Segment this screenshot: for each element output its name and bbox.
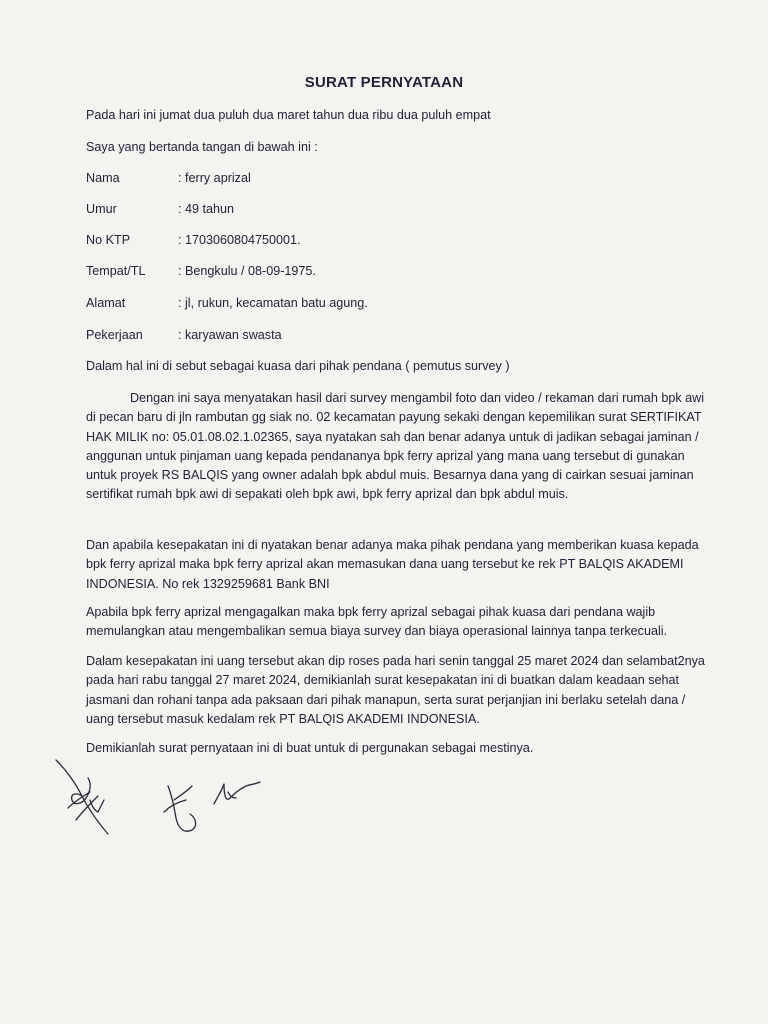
value-alamat: : jl, rukun, kecamatan batu agung. [178,296,368,310]
paragraph-failure: Apabila bpk ferry aprizal mengagalkan maka bpk ferry aprizal sebagai pihak kuasa dari pendana wajib memulangkan atau mengembalikan semua biaya survey dan biaya operasional lainnya tanpa terkecuali. [86,605,668,639]
role-statement: Dalam hal ini di sebut sebagai kuasa dari pihak pendana ( pemutus survey ) [86,359,510,373]
label-tempat-tl: Tempat/TL [86,264,146,278]
value-umur: : 49 tahun [178,202,235,216]
value-no-ktp: : 1703060804750001. [178,233,301,247]
label-nama: Nama [86,171,120,185]
value-pekerjaan: : karyawan swasta [178,328,282,342]
label-alamat: Alamat [86,296,126,310]
document-title: SURAT PERNYATAAN [304,74,464,91]
value-tempat-tl: : Bengkulu / 08-09-1975. [178,264,316,278]
paragraph-transfer: Dan apabila kesepakatan ini di nyatakan benar adanya maka pihak pendana yang memberikan kuasa kepada bpk ferry aprizal maka bpk ferry aprizal akan memasukan dana uang tersebut ke rek PT BALQIS AKADEMI INDONESIA. No rek 1329259681 Bank BNI [86,538,699,591]
paragraph-closing: Demikianlah surat pernyataan ini di buat untuk di pergunakan sebagai mestinya. [86,741,534,755]
label-no-ktp: No KTP [86,233,131,247]
intro-date: Pada hari ini jumat dua puluh dua maret tahun dua ribu dua puluh empat [86,108,491,122]
handwritten-signatures [46,748,286,848]
label-umur: Umur [86,202,117,216]
paragraph-processing: Dalam kesepakatan ini uang tersebut akan dip roses pada hari senin tanggal 25 maret 2024 dan selambat2nya pada hari rabu tanggal 27 maret 2024, demikianlah surat kesepakatan ini di buatkan dalam keadaan sehat jasmani dan rohani tanpa ada paksaan dari pihak manapun, serta surat perjanjian ini berlaku setelah dana / uang tersebut masuk kedalam rek PT BALQIS AKADEMI INDONESIA. [86,654,705,726]
value-nama: : ferry aprizal [178,171,251,185]
intro-signer: Saya yang bertanda tangan di bawah ini : [86,140,318,154]
paragraph-survey: Dengan ini saya menyatakan hasil dari survey mengambil foto dan video / rekaman dari rumah bpk awi di pecan baru di jln rambutan gg siak no. 02 kecamatan payung sekaki dengan kepemilikan surat SERTIFIKAT HAK MILIK no: 05.01.08.02.1.02365, saya nyatakan sah dan benar adanya untuk di jadikan sebagai jaminan / anggunan untuk pinjaman uang kepada pendananya bpk ferry aprizal yang mana uang tersebut di gunakan untuk proyek RS BALQIS yang owner adalah bpk abdul muis. Besarnya dana yang di cairkan sesuai jaminan sertifikat rumah bpk awi di sepakati oleh bpk awi, bpk ferry aprizal dan bpk abdul muis. [86,391,705,502]
label-pekerjaan: Pekerjaan [86,328,143,342]
